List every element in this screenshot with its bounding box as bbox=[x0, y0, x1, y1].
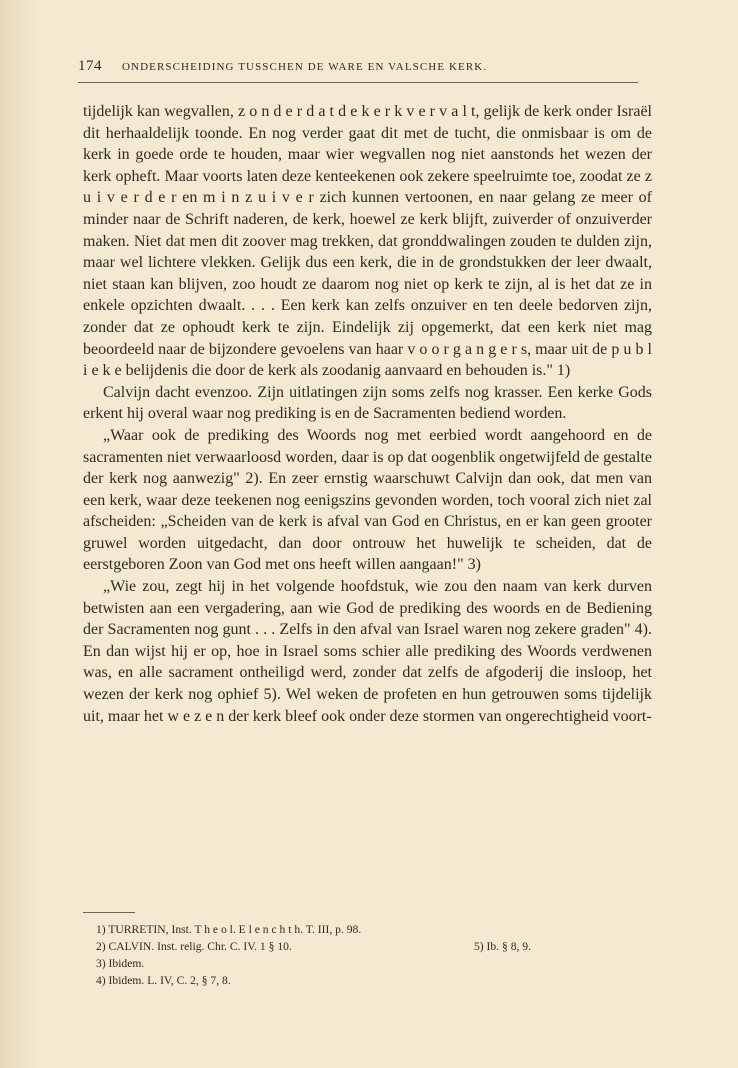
footnote-2-text: 2) CALVIN. Inst. relig. Chr. C. IV. 1 § 10. bbox=[96, 940, 292, 953]
footnote-5-text: 5) Ib. § 8, 9. bbox=[474, 940, 531, 953]
running-head bbox=[78, 58, 638, 75]
footnote-3 bbox=[96, 955, 616, 972]
binding-shadow bbox=[0, 0, 38, 1068]
footnote-1-text: 1) TURRETIN, Inst. T h e o l. E l e n c h t h. T. III, p. 98. bbox=[96, 923, 362, 936]
paragraph-3: „Waar ook de prediking des Woords nog met eerbied wordt aangehoord en de sacramenten niet verwaarloosd worden, daar is op dat oogenblik ongetwijfeld de gestalte der kerk nog aanwezig" 2). En zeer ernstig waarschuwt Calvijn dan ook, dat men van een kerk, waar deze teekenen nog eenigszins gevonden worden, toch vooral zich niet zal afscheiden: „Scheiden van de kerk is afval van God en Christus, en er kan geen grooter gruwel worden uitgedacht, dan door ontrouw het huwelijk te scheiden, dat de eerstgeboren Zoon van God met ons heeft willen aangaan!" 3) bbox=[83, 426, 652, 574]
running-title: ONDERSCHEIDING TUSSCHEN DE WARE EN VALSCHE KERK. bbox=[122, 61, 488, 73]
footnote-4 bbox=[96, 972, 616, 989]
footnote-4-text: 4) Ibidem. L. IV, C. 2, § 7, 8. bbox=[96, 974, 231, 987]
page-number: 174 bbox=[78, 58, 102, 74]
header-rule bbox=[78, 82, 638, 83]
paragraph-4: „Wie zou, zegt hij in het volgende hoofdstuk, wie zou den naam van kerk durven betwisten aan een vergadering, aan wie God de prediking des woords en de Bediening der Sacramenten nog gunt . . . Zelfs in den afval van Israel waren nog zekere graden" 4). En dan wijst hij er op, hoe in Israel soms schier alle prediking des Woords verdwenen was, en alle sacrament ontheiligd werd, zonder dat zelfs de afgoderij die insloop, het wezen der kerk nog ophief 5). Wel weken de profeten en hun getrouwen soms tijdelijk uit, maar het w e z e n der kerk bleef ook onder deze stormen van ongerechtigheid voort- bbox=[83, 578, 652, 725]
footnote-rule bbox=[83, 912, 135, 913]
body-text bbox=[83, 101, 652, 727]
paragraph-1: tijdelijk kan wegvallen, z o n d e r d a t d e k e r k v e r v a l t, gelijk de kerk onder Israël dit herhaaldelijk toonde. En nog verder gaat dit met de tucht, die onmisbaar is om de kerk in goede orde te houden, maar wier wegvallen nog niet aanstonds het wezen der kerk opheft. Maar voorts laten deze kenteekenen ook zekere speelruimte toe, zoodat ze z u i v e r d e r en m i n z u i v e r zich kunnen vertoonen, en naar gelang ze meer of minder naar de Schrift naderen, de kerk, hoewel ze kerk blijft, zuiverder of onzuiverder maken. Niet dat men dit zoover mag trekken, dat gronddwalingen zouden te dulden zijn, maar wel lichtere vlekken. Gelijk dus een kerk, die in de grondstukken der leer dwaalt, niet staan kan blijven, zoo houdt ze daarom nog niet op kerk te zijn, al is het dat ze in enkele opzichten dwaalt. . . . Een kerk kan zelfs onzuiver en ten deele bedorven zijn, zonder dat ze ophoudt kerk te zijn. Eindelijk zij opgemerkt, dat een kerk niet mag beoordeeld naar de bijzondere gevoelens van haar v o o r g a n g e r s, maar uit de p u b l i e k e belijdenis die door de kerk als zoodanig aanvaard en behouden is." 1) bbox=[83, 103, 652, 380]
paragraph-2: Calvijn dacht evenzoo. Zijn uitlatingen zijn soms zelfs nog krasser. Een kerke Gods erkent hij overal waar nog prediking is en de Sacramenten bediend worden. bbox=[83, 383, 652, 423]
footnotes bbox=[96, 921, 616, 989]
footnote-3-text: 3) Ibidem. bbox=[96, 957, 145, 970]
footnote-row-2 bbox=[96, 938, 616, 955]
footnote-1 bbox=[96, 921, 616, 938]
